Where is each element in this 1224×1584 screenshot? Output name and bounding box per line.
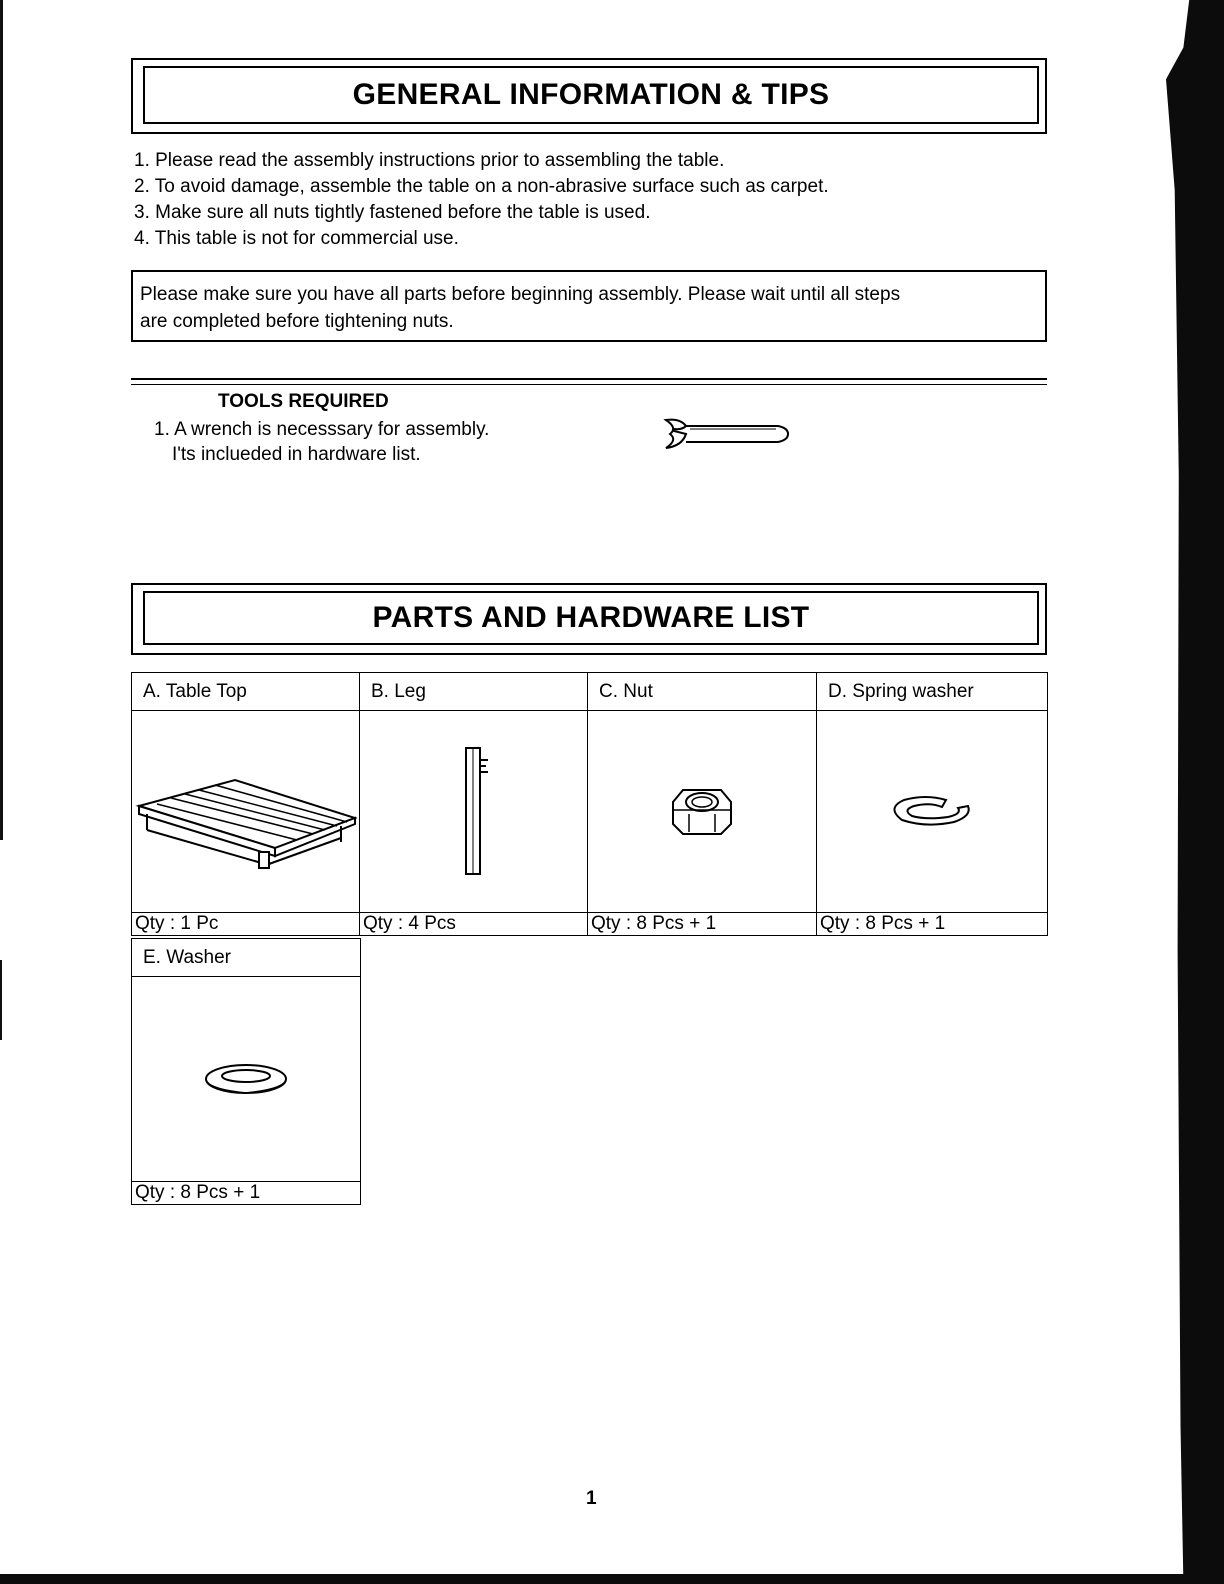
scan-shadow-left: [0, 0, 3, 840]
part-image-b: [360, 711, 588, 913]
parts-title: PARTS AND HARDWARE LIST: [372, 601, 810, 634]
page-number: 1: [586, 1488, 597, 1509]
parts-header: [131, 583, 1047, 655]
spring-washer-icon: [882, 792, 982, 832]
scan-shadow-bottom: [0, 1574, 1224, 1584]
part-image-d: [817, 711, 1048, 913]
tip-item: 3. Make sure all nuts tightly fastened before the table is used.: [134, 202, 651, 223]
notice-box: [131, 270, 1047, 342]
parts-header-inner: [143, 591, 1039, 645]
divider-rule-top: [131, 378, 1047, 380]
part-label-d: D. Spring washer: [817, 673, 1048, 711]
part-image-c: [588, 711, 817, 913]
general-info-header-inner: [143, 66, 1039, 124]
part-label-a: A. Table Top: [132, 673, 360, 711]
scan-shadow-left-lower: [0, 960, 2, 1040]
part-qty-a: Qty : 1 Pc: [132, 913, 360, 936]
part-label-b: B. Leg: [360, 673, 588, 711]
tips-list: [134, 148, 829, 252]
part-image-e: [132, 977, 361, 1182]
washer-icon: [201, 1059, 291, 1099]
table-top-icon: [135, 752, 357, 872]
tools-line-2: I'ts inclueded in hardware list.: [172, 444, 421, 465]
part-qty-c: Qty : 8 Pcs + 1: [588, 913, 817, 936]
tip-item: 2. To avoid damage, assemble the table on a non-abrasive surface such as carpet.: [134, 176, 829, 197]
part-label-c: C. Nut: [588, 673, 817, 711]
general-info-title: GENERAL INFORMATION & TIPS: [352, 78, 830, 111]
tip-item: 4. This table is not for commercial use.: [134, 228, 459, 249]
tools-heading: TOOLS REQUIRED: [218, 391, 389, 412]
scan-shadow-right: [1166, 0, 1224, 1584]
part-qty-b: Qty : 4 Pcs: [360, 913, 588, 936]
divider-rule-bottom: [131, 384, 1047, 385]
tools-line-1: 1. A wrench is necesssary for assembly.: [154, 419, 490, 440]
nut-icon: [667, 784, 737, 840]
notice-line-1: Please make sure you have all parts before beginning assembly. Please wait until all steps: [140, 284, 901, 305]
parts-table: [131, 672, 1048, 936]
notice-line-2: are completed before tightening nuts.: [140, 311, 454, 332]
part-label-e: E. Washer: [132, 939, 361, 977]
part-qty-e: Qty : 8 Pcs + 1: [132, 1182, 361, 1205]
part-image-a: [132, 711, 360, 913]
wrench-icon: [660, 416, 790, 452]
parts-table-row-2: [131, 938, 361, 1205]
part-qty-d: Qty : 8 Pcs + 1: [817, 913, 1048, 936]
general-info-header: [131, 58, 1047, 134]
leg-icon: [444, 742, 504, 882]
tip-item: 1. Please read the assembly instructions prior to assembling the table.: [134, 150, 725, 171]
